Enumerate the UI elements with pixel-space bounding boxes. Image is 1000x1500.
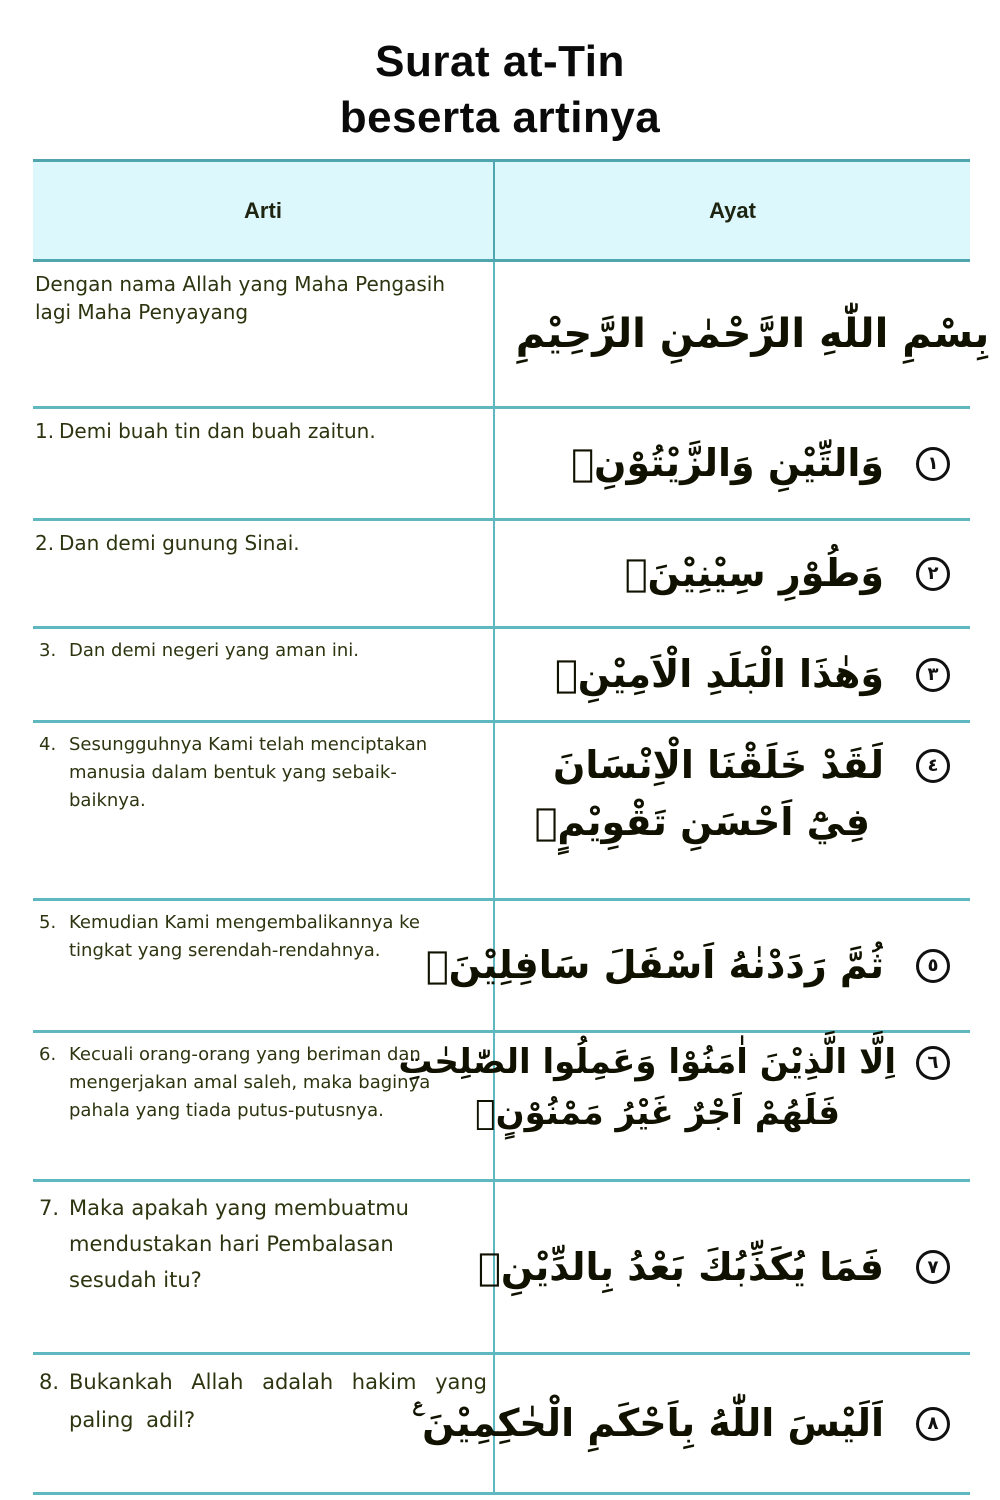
arti-text: Dan demi negeri yang aman ini.: [69, 640, 359, 661]
table-row: [33, 1182, 970, 1355]
ayat-cell: [398, 1033, 970, 1179]
arti-text: Kemudian Kami mengembalikannya ke tingkat yang serendah-rendahnya.: [69, 912, 421, 961]
arabic-verse-text: اَلَيْسَ اللّٰهُ بِاَحْكَمِ الْحٰكِمِيْنَ ࣖ: [412, 1401, 884, 1445]
arabic-verse-text: وَطُوْرِ سِيْنِيْنَۙ: [624, 551, 884, 595]
table-row: [33, 1033, 970, 1182]
arabic-verse-text: فِيْٓ اَحْسَنِ تَقْوِيْمٍۖ: [534, 800, 870, 844]
ayah-number-marker-icon: ٤: [916, 749, 950, 783]
verse-number: 7.: [39, 1196, 60, 1220]
verse-number: 2.: [35, 531, 55, 555]
arabic-verse-text: لَقَدْ خَلَقْنَا الْاِنْسَانَ: [552, 743, 884, 787]
surah-translation-table: [33, 159, 990, 1495]
arti-cell: [33, 409, 495, 518]
arti-text: Sesungguhnya Kami telah menciptakan manusia dalam bentuk yang sebaik-baiknya.: [69, 734, 428, 811]
arti-text: Dan demi gunung Sinai.: [59, 531, 300, 555]
arti-text: Bukankah Allah adalah hakim yang paling adil?: [69, 1370, 487, 1432]
ayat-cell: [478, 1182, 970, 1352]
arti-text: Dengan nama Allah yang Maha Pengasih lagi Maha Penyayang: [35, 272, 446, 324]
table-row: [33, 629, 970, 723]
table-row: [33, 409, 970, 521]
ayah-number-marker-icon: ٧: [916, 1250, 950, 1284]
title-line-subtitle: beserta artinya: [339, 93, 661, 142]
ayat-cell: [495, 262, 990, 406]
arabic-verse-text: وَالتِّيْنِ وَالزَّيْتُوْنِۙ: [571, 441, 884, 485]
arabic-verse-text: فَمَا يُكَذِّبُكَ بَعْدُ بِالدِّيْنِۗ: [478, 1244, 884, 1289]
arti-text: Demi buah tin dan buah zaitun.: [59, 419, 376, 443]
verse-number: 8.: [39, 1370, 60, 1394]
verse-number: 1.: [35, 419, 55, 443]
ayah-number-marker-icon: ٣: [916, 658, 950, 692]
page-title: [0, 34, 1000, 146]
ayah-number-marker-icon: ٨: [916, 1407, 950, 1441]
arabic-verse-text: بِسْمِ اللّٰهِ الرَّحْمٰنِ الرَّحِيْمِ: [515, 311, 990, 357]
arti-cell: [33, 1182, 495, 1352]
ayat-cell: [495, 521, 970, 626]
column-header-ayat: Ayat: [709, 197, 756, 223]
column-header-arti: Arti: [33, 162, 495, 259]
table-row-bismillah: [33, 262, 990, 409]
table-row: [33, 1355, 970, 1495]
arti-text: Kecuali orang-orang yang beriman dan mengerjakan amal saleh, maka baginya pahala yang tiada putus-putusnya.: [69, 1044, 431, 1121]
table-row: [33, 723, 970, 901]
ayat-cell: [412, 1355, 970, 1492]
ayah-number-marker-icon: ٥: [916, 949, 950, 983]
arti-text: Maka apakah yang membuatmu mendustakan hari Pembalasan sesudah itu?: [69, 1196, 409, 1292]
verse-number: 6.: [39, 1044, 57, 1065]
verse-number: 5.: [39, 912, 57, 933]
ayat-cell: [495, 723, 970, 898]
arabic-verse-text: اِلَّا الَّذِيْنَ اٰمَنُوْا وَعَمِلُوا الصّٰلِحٰتِ: [398, 1042, 896, 1082]
ayah-number-marker-icon: ٢: [916, 557, 950, 591]
arabic-verse-text: وَهٰذَا الْبَلَدِ الْاَمِيْنِۙ: [554, 652, 884, 696]
ayah-number-marker-icon: ١: [916, 447, 950, 481]
table-row: [33, 521, 970, 629]
verse-number: 3.: [39, 640, 57, 661]
verse-number: 4.: [39, 734, 57, 755]
table-row: [33, 901, 970, 1033]
arabic-verse-text: فَلَهُمْ اَجْرٌ غَيْرُ مَمْنُوْنٍۗ: [475, 1093, 840, 1133]
arti-cell: [33, 723, 495, 898]
ayat-cell: [425, 901, 970, 1030]
arti-cell: [33, 262, 495, 406]
ayat-cell: [495, 629, 970, 720]
table-header-row: [33, 159, 970, 262]
arabic-verse-text: ثُمَّ رَدَدْنٰهُ اَسْفَلَ سَافِلِيْنَۙ: [425, 943, 884, 987]
ayah-number-marker-icon: ٦: [916, 1046, 950, 1080]
ayat-cell: [495, 409, 970, 518]
title-line-surah: Surat at-Tin: [375, 37, 625, 86]
arti-cell: [33, 629, 495, 720]
arti-cell: [33, 521, 495, 626]
